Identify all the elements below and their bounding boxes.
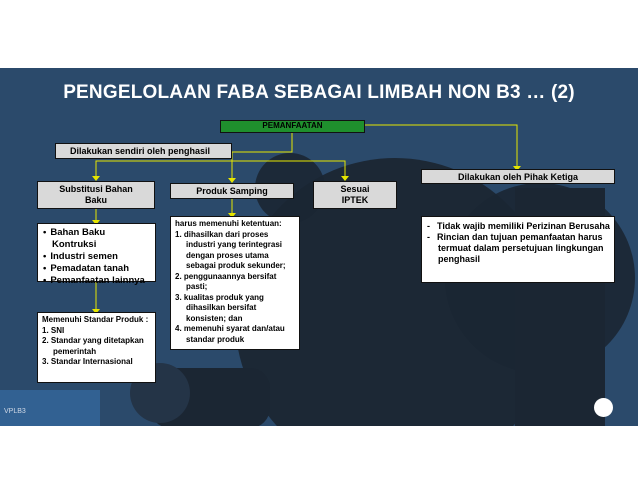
list-substitusi-items: [37, 223, 156, 286]
list-item: 3. kualitas produk yang dihasilkan bersifat konsisten; dan: [175, 292, 264, 323]
ketentuan-heading: harus memenuhi ketentuan:: [175, 219, 282, 228]
box-standar-produk: [37, 312, 156, 383]
list-item: 1. dihasilkan dari proses industri yang terintegrasi dengan proses utama sebagai produk sekunder;: [175, 229, 286, 270]
list-item: • Bahan Baku Kontruksi: [42, 227, 151, 251]
list-item: 2. Standar yang ditetapkan pemerintah: [42, 336, 144, 356]
slide-title: PENGELOLAAN FABA SEBAGAI LIMBAH NON B3 … (2): [63, 82, 575, 103]
box-ketentuan: [170, 216, 300, 350]
box-pihak-ketiga: [421, 216, 615, 283]
list-item: 4. memenuhi syarat dan/atau standar produk: [175, 324, 285, 344]
list-item: 1. SNI: [42, 325, 65, 335]
root-node-pemanfaatan: PEMANFAATAN: [220, 120, 365, 133]
footer-label: VPLB3: [4, 408, 26, 415]
list-item: 2. penggunaannya bersifat pasti;: [175, 271, 277, 291]
list-item: - Rincian dan tujuan pemanfaatan harus termuat dalam persetujuan lingkungan penghasil: [426, 232, 610, 265]
list-item: • Pemadatan tanah: [42, 263, 151, 275]
node-substitusi-label: Substitusi Bahan Baku: [59, 184, 133, 205]
list-item: - Tidak wajib memiliki Perizinan Berusaha: [426, 221, 610, 232]
branch-third-party-label: Dilakukan oleh Pihak Ketiga: [421, 169, 615, 184]
list-item: • Industri semen: [42, 251, 151, 263]
list-item: 3. Standar Internasional: [42, 357, 133, 366]
node-sesuai-iptek: [313, 181, 397, 209]
node-produk-samping: Produk Samping: [170, 183, 294, 199]
standar-heading: Memenuhi Standar Produk :: [42, 315, 149, 324]
branch-self-label: Dilakukan sendiri oleh penghasil: [55, 143, 232, 159]
node-substitusi-bahan-baku: [37, 181, 155, 209]
node-iptek-label: Sesuai IPTEK: [340, 184, 370, 205]
list-item: • Pemanfaatan lainnya: [42, 275, 151, 287]
